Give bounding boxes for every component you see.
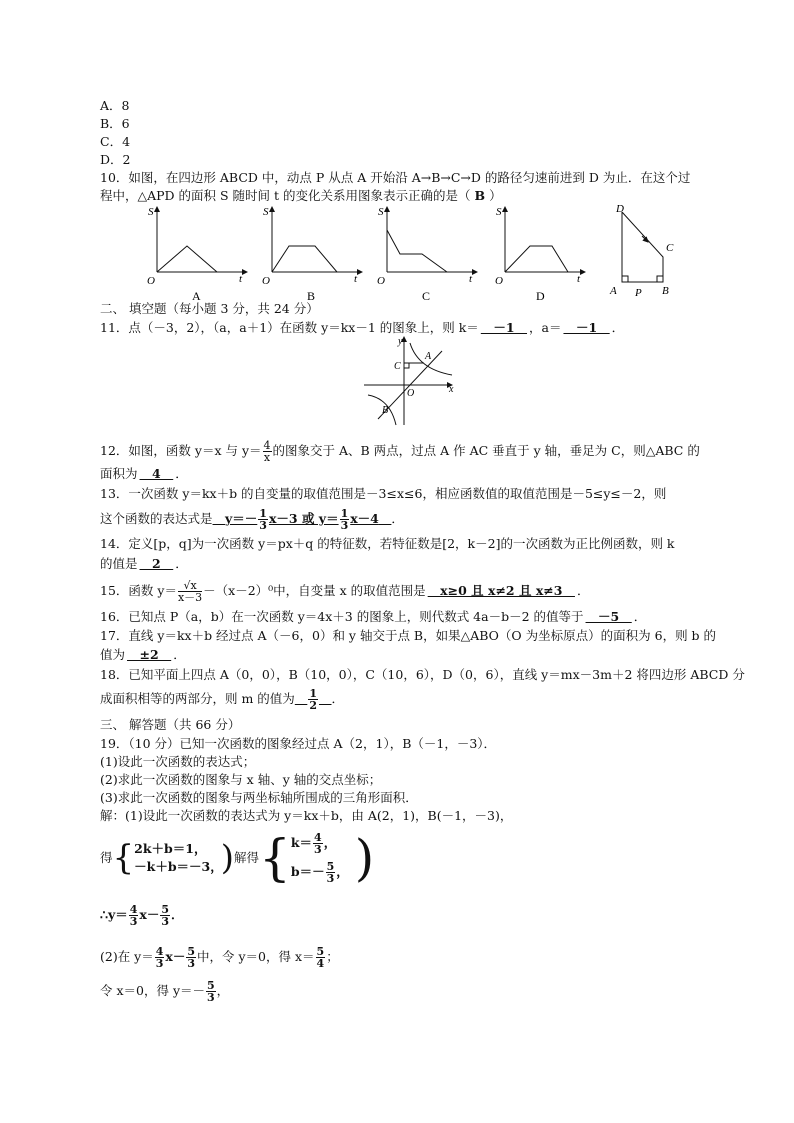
q13-line1: 13．一次函数 y＝kx＋b 的自变量的取值范围是－3≤x≤6，相应函数值的取值范围是－5≤y≤－2，则 — [100, 486, 667, 501]
q15: 15．函数 y＝ $\frac{√x}{x-3}$ －（x－2）⁰中，自变量 x 的取值范围是 x≥0 且 x≠2 且 x≠3 ． — [100, 579, 590, 604]
q18-line2: 成面积相等的两部分，则 m 的值为 $\frac{1}{2}$ ． — [100, 687, 345, 712]
quadrilateral-figure — [609, 203, 674, 299]
q13-line2: 这个函数的表达式是 y＝－ $\frac{1}{3}$ x－3 或 y＝ $\frac{1}{3}$ x－4 ． — [100, 507, 404, 532]
svg-text:S: S — [496, 206, 502, 218]
q19-sub-3: (3)求此一次函数的图象与两坐标轴所围成的三角形面积． — [100, 790, 418, 805]
q19-result: ∴y＝ $\frac{4}{3}$ x－ $\frac{5}{3}$ ． — [100, 903, 184, 928]
q19-system: 得{ 2k＋b＝1， －k＋b＝－3， )解得{ k＝ $\frac{4}{3}$ ， b＝－ $\frac{5}{3}$ ， ) — [100, 829, 375, 887]
svg-text:x: x — [449, 384, 454, 395]
svg-text:t: t — [469, 273, 473, 285]
svg-text:S: S — [378, 206, 384, 218]
q17-line1: 17．直线 y＝kx＋b 经过点 A（－6，0）和 y 轴交于点 B，如果△ABO（O 为坐标原点）的面积为 6，则 b 的 — [100, 628, 717, 643]
q12-line1: 12．如图，函数 y＝x 与 y＝ $\frac{4}{x}$ 的图象交于 A、B 两点，过点 A 作 AC 垂直于 y 轴，垂足为 C，则△ABC 的 — [100, 439, 700, 464]
svg-text:O: O — [377, 275, 385, 287]
q14-answer: 2 — [139, 556, 174, 571]
q19-solution-1: 解：(1)设此一次函数的表达式为 y＝kx＋b，由 A(2，1)，B(－1，－3)， — [100, 808, 513, 823]
section-3-heading: 三、 解答题（共 66 分） — [100, 717, 241, 732]
q19-part3: 令 x＝0，得 y＝－ $\frac{5}{3}$ ， — [100, 979, 230, 1004]
q16-answer: －5 — [585, 609, 632, 624]
svg-text:P: P — [635, 287, 642, 299]
svg-text:B: B — [662, 285, 669, 297]
section-2-heading: 二、 填空题（每小题 3 分，共 24 分） — [100, 301, 319, 316]
svg-text:y: y — [398, 336, 403, 347]
q16: 16．已知点 P（a，b）在一次函数 y＝4x＋3 的图象上，则代数式 4a－b－2 的值等于 －5 ． — [100, 609, 647, 624]
svg-text:O: O — [262, 275, 270, 287]
q11: 11．点（－3，2），（a，a＋1）在函数 y＝kx－1 的图象上，则 k＝ －1 ，a＝ －1 ． — [100, 320, 625, 335]
svg-text:t: t — [354, 273, 358, 285]
q12-line2: 面积为 4 ． — [100, 466, 188, 481]
svg-text:t: t — [577, 273, 581, 285]
option-a: A．8 — [100, 98, 130, 113]
q18-line1: 18．已知平面上四点 A（0，0），B（10，0），C（10，6），D（0，6），直线 y＝mx－3m＋2 将四边形 ABCD 分 — [100, 667, 745, 682]
q17-answer: ±2 — [127, 647, 172, 662]
svg-text:S: S — [263, 206, 269, 218]
svg-text:A: A — [192, 289, 201, 303]
q19-title: 19．（10 分）已知一次函数的图象经过点 A（2，1），B（－1，－3）． — [100, 736, 497, 751]
graph-d — [495, 206, 585, 303]
svg-text:S: S — [148, 206, 154, 218]
svg-text:O: O — [495, 275, 503, 287]
svg-text:D: D — [536, 289, 545, 303]
graph-a — [147, 206, 247, 303]
svg-text:B: B — [382, 405, 389, 416]
q15-answer: x≥0 且 x≠2 且 x≠3 — [427, 583, 575, 598]
q19-sub-2: (2)求此一次函数的图象与 x 轴、y 轴的交点坐标； — [100, 772, 382, 787]
q10-line1: 10．如图，在四边形 ABCD 中，动点 P 从点 A 开始沿 A→B→C→D 的路径匀速前进到 D 为止．在这个过 — [100, 170, 691, 185]
q19-sub-1: (1)设此一次函数的表达式； — [100, 754, 256, 769]
svg-text:O: O — [407, 388, 415, 399]
svg-text:C: C — [666, 242, 674, 254]
q10-figure — [140, 202, 700, 304]
option-b: B．6 — [100, 116, 130, 131]
svg-text:t: t — [239, 273, 243, 285]
q19-part2: (2)在 y＝ $\frac{4}{3}$ x－ $\frac{5}{3}$ 中，令 y＝0，得 x＝ $\frac{5}{4}$ ； — [100, 945, 339, 970]
option-d: D．2 — [100, 152, 131, 167]
q10-line2: 程中，△APD 的面积 S 随时间 t 的变化关系用图象表示正确的是（ B ） — [100, 188, 502, 203]
graph-b — [262, 206, 362, 303]
q12-figure — [362, 333, 458, 429]
q13-answer: y＝－ $\frac{1}{3}$ x－3 或 y＝ $\frac{1}{3}$ x－4 — [225, 507, 379, 532]
q17-line2: 值为 ±2 ． — [100, 647, 186, 662]
svg-text:B: B — [307, 289, 316, 303]
svg-text:D: D — [616, 203, 624, 215]
svg-text:A: A — [610, 285, 617, 297]
q14-line2: 的值是 2 ． — [100, 556, 188, 571]
q11-answer-k: －1 — [480, 320, 528, 335]
svg-text:C: C — [422, 289, 431, 303]
q10-answer: B — [474, 188, 486, 203]
option-c: C．4 — [100, 134, 131, 149]
svg-text:O: O — [147, 275, 155, 287]
q12-answer: 4 — [139, 466, 174, 481]
q18-answer: $\frac{1}{2}$ — [309, 687, 317, 712]
svg-text:C: C — [394, 361, 401, 372]
q14-line1: 14．定义[p，q]为一次函数 y＝px＋q 的特征数，若特征数是[2，k－2]的一次函数为正比例函数，则 k — [100, 536, 675, 551]
q11-answer-a: －1 — [563, 320, 610, 335]
svg-text:A: A — [425, 351, 432, 362]
graph-c — [377, 206, 477, 303]
